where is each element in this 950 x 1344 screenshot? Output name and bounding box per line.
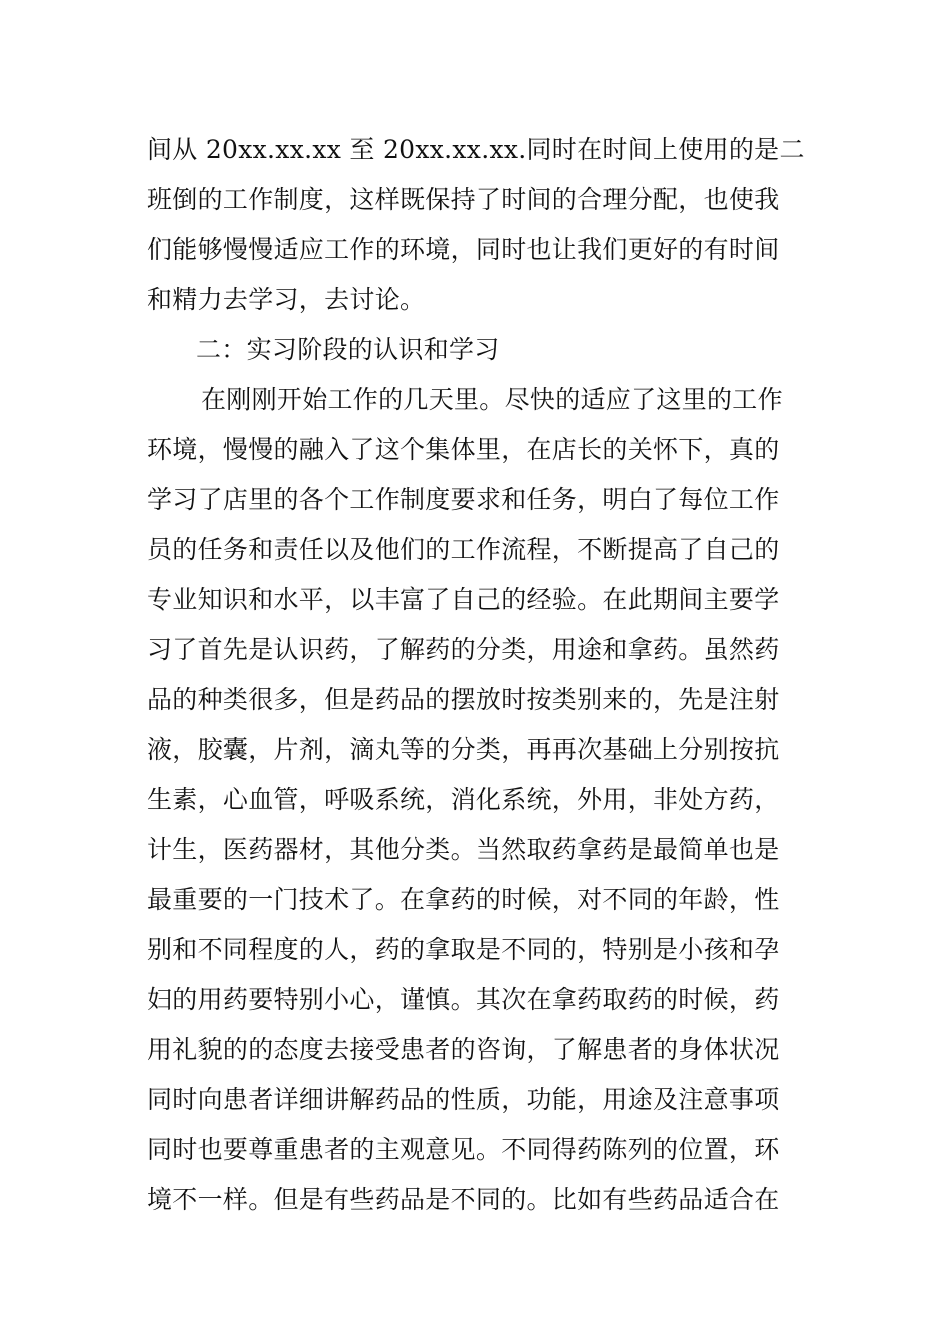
text-line: 用礼貌的的态度去接受患者的咨询，了解患者的身体状况 bbox=[147, 1035, 780, 1064]
text-line: 学习了店里的各个工作制度要求和任务，明白了每位工作 bbox=[147, 485, 780, 514]
text-line: 环境，慢慢的融入了这个集体里，在店长的关怀下，真的 bbox=[147, 435, 780, 464]
text-line: 同时也要尊重患者的主观意见。不同得药陈列的位置，环 bbox=[147, 1135, 780, 1164]
text-line: 同时向患者详细讲解药品的性质，功能，用途及注意事项 bbox=[147, 1085, 780, 1114]
text-line: 和精力去学习，去讨论。 bbox=[147, 285, 426, 314]
text-line: 妇的用药要特别小心，谨慎。其次在拿药取药的时候，药 bbox=[147, 985, 780, 1014]
text-line: 生素，心血管，呼吸系统，消化系统，外用，非处方药， bbox=[147, 785, 780, 814]
text-line: 境不一样。但是有些药品是不同的。比如有些药品适合在 bbox=[147, 1185, 780, 1214]
text-line: 们能够慢慢适应工作的环境，同时也让我们更好的有时间 bbox=[147, 235, 780, 264]
text-line: 最重要的一门技术了。在拿药的时候，对不同的年龄，性 bbox=[147, 885, 780, 914]
text-line: 别和不同程度的人，药的拿取是不同的，特别是小孩和孕 bbox=[147, 935, 780, 964]
text-line: 班倒的工作制度，这样既保持了时间的合理分配，也使我 bbox=[147, 185, 780, 214]
paragraph-first-line: 在刚刚开始工作的几天里。尽快的适应了这里的工作 bbox=[201, 385, 783, 414]
text-line: 员的任务和责任以及他们的工作流程，不断提高了自己的 bbox=[147, 535, 780, 564]
text-line: 品的种类很多，但是药品的摆放时按类别来的，先是注射 bbox=[147, 685, 780, 714]
text-line: 液，胶囊，片剂，滴丸等的分类，再再次基础上分别按抗 bbox=[147, 735, 780, 764]
text-line: 习了首先是认识药，了解药的分类，用途和拿药。虽然药 bbox=[147, 635, 780, 664]
text-line: 计生，医药器材，其他分类。当然取药拿药是最简单也是 bbox=[147, 835, 780, 864]
section-heading: 二：实习阶段的认识和学习 bbox=[196, 335, 500, 364]
text-line: 间从 20xx.xx.xx 至 20xx.xx.xx.同时在时间上使用的是二 bbox=[147, 135, 805, 164]
text-line: 专业知识和水平，以丰富了自己的经验。在此期间主要学 bbox=[147, 585, 780, 614]
